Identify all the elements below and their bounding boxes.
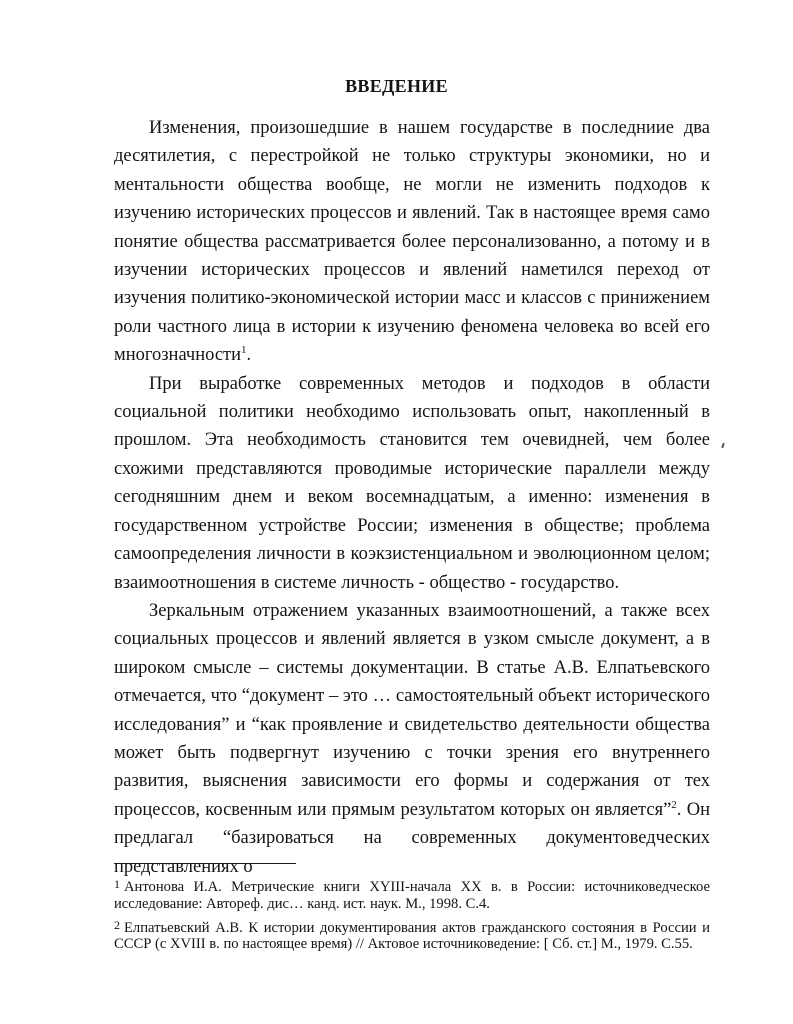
paragraph-3	[114, 597, 710, 881]
page-title: ВВЕДЕНИЕ	[345, 76, 448, 96]
main-text	[114, 114, 710, 881]
footnote-ref-2[interactable]: 2	[671, 798, 677, 811]
footnote-text: Антонова И.А. Метрические книги XYIII-начала XX в. в России: источниковедческое исследование: Автореф. дис… канд. ист. наук. М., 1998. С.4.	[114, 879, 710, 912]
paragraph-1	[114, 114, 710, 370]
scan-speck	[721, 443, 725, 448]
paragraph-3-text: Зеркальным отражением указанных взаимоотношений, а также всех социальных процессов и явлений является в узком смысле документ, а в широком смысле – системы документации. В статье А.В. Елпатьевского отмечается, что “документ – это … самостоятельный объект исторического исследования” и “как проявление и свидетельство деятельности общества может быть подвергнут изучению с точки зрения его внутреннего развития, выяснения зависимости его формы и содержания от тех процессов, косвенным или прямым результатом которых он является”	[114, 600, 710, 820]
footnotes	[114, 876, 710, 957]
paragraph-1-text: Изменения, произошедшие в нашем государстве в последниие два десятилетия, с перестройкой не только структуры экономики, но и ментальности общества вообще, не могли не изменить подходов к изучению исторических процессов и явлений. Так в настоящее время само понятие общества рассматривается более персонализованно, а потому и в изучении исторических процессов и явлений наметился переход от изучения политико-экономической истории масс и классов с принижением роли частного лица в истории к изучению феномена человека во всей его многозначности	[114, 118, 710, 366]
footnote-2	[114, 917, 710, 954]
footnote-number: 2	[114, 917, 120, 932]
footnote-separator	[114, 863, 296, 864]
footnote-1	[114, 876, 710, 913]
paragraph-1-end: .	[246, 345, 252, 366]
footnote-text: Елпатьевский А.В. К истории документирования актов гражданского состояния в России и СССР (с XVIII в. по настоящее время) // Актовое источниковедение: [ Сб. ст.] М., 1979. С.55.	[114, 919, 710, 953]
paragraph-3-end: . Он предлагал “базироваться на современных документоведческих представлениях о	[114, 799, 710, 877]
footnote-ref-1[interactable]: 1	[241, 344, 247, 357]
footnote-number: 1	[114, 877, 120, 891]
paragraph-2: При выработке современных методов и подходов в области социальной политики необходимо использовать опыт, накопленный в прошлом. Эта необходимость становится тем очевидней, чем более схожими представляются проводимые исторические параллели между сегодняшним днем и веком восемнадцатым, а именно: изменения в государственном устройстве России; изменения в обществе; проблема самоопределения личности в коэкзистенциальном и эволюционном целом; взаимоотношения в системе личность - общество - государство.	[114, 373, 710, 593]
